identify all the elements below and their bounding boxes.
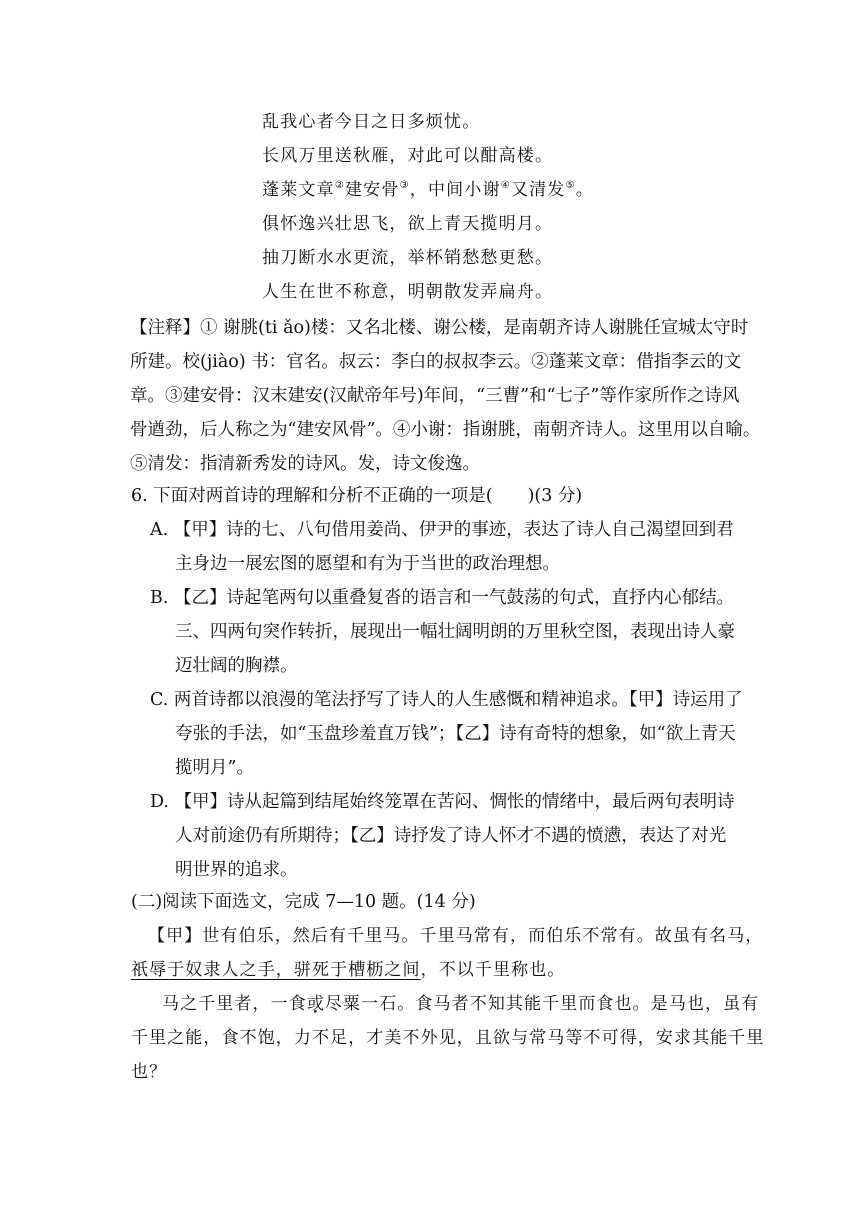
question-stem: 6. 下面对两首诗的理解和分析不正确的一项是( )(3 分) (131, 486, 583, 506)
poem-line: 抽刀断水水更流，举杯销愁愁更愁。 (262, 248, 554, 268)
option-a-continued: 主身边一展宏图的愿望和有为于当世的政治理想。 (175, 554, 560, 574)
emphasis-dot-char: 或 (306, 994, 325, 1014)
passage-line: 马之千里者，一食或尽粟一石。食马者不知其能千里而食也。是马也，虽有 (162, 994, 760, 1014)
option-b-continued: 三、四两句突作转折，展现出一幅壮阔明朗的万里秋空图，表现出诗人豪 (175, 622, 735, 642)
option-d-continued: 人对前途仍有所期待；【乙】诗抒发了诗人怀才不遇的愤懑，表达了对光 (175, 826, 727, 846)
option-d-continued: 明世界的追求。 (175, 860, 298, 880)
footnote-marker: ⑤ (565, 180, 576, 191)
option-c-continued: 揽明月”。 (175, 758, 254, 778)
option-b: B. 【乙】诗起笔两句以重叠复沓的语言和一气鼓荡的句式，直抒内心郁结。 (150, 588, 734, 608)
annotation-line: 所建。校(jiào) 书：官名。叔云：李白的叔叔李云。②蓬莱文章：借指李云的文 (130, 352, 742, 372)
poem-line: 长风万里送秋雁，对此可以酣高楼。 (262, 146, 554, 166)
annotation-line: 章。③建安骨：汉末建安(汉献帝年号)年间，“三曹”和“七子”等作家所作之诗风 (130, 386, 740, 406)
section-heading: (二)阅读下面选文，完成 7—10 题。(14 分) (131, 892, 476, 912)
option-d: D. 【甲】诗从起篇到结尾始终笼罩在苦闷、惆怅的情绪中，最后两句表明诗 (150, 792, 735, 812)
footnote-marker: ③ (399, 180, 410, 191)
poem-line: 俱怀逸兴壮思飞，欲上青天揽明月。 (262, 214, 554, 234)
annotation-line: 骨遒劲，后人称之为“建安风骨”。④小谢：指谢朓，南朝齐诗人。这里用以自喻。 (130, 420, 761, 440)
passage-line: 千里之能，食不饱，力不足，才美不外见，且欲与常马等不可得，安求其能千里 (131, 1028, 765, 1048)
annotation-line: ⑤清发：指清新秀发的诗风。发，诗文俊逸。 (130, 454, 480, 474)
poem-line: 人生在世不称意，明朝散发弄扁舟。 (262, 282, 554, 302)
poem-line: 乱我心者今日之日多烦忧。 (262, 112, 481, 132)
option-c-continued: 夸张的手法，如“玉盘珍羞直万钱”；【乙】诗有奇特的想象，如“欲上青天 (175, 724, 736, 744)
footnote-marker: ② (334, 180, 345, 191)
annotation-line: 【注释】① 谢朓(ti ǎo)楼：又名北楼、谢公楼，是南朝齐诗人谢朓任宣城太守时 (130, 318, 749, 338)
underlined-text: 祇辱于奴隶人之手，骈死于槽枥之间 (131, 960, 421, 980)
footnote-marker: ④ (500, 180, 511, 191)
passage-line: 【甲】世有伯乐，然后有千里马。千里马常有，而伯乐不常有。故虽有名马， (148, 926, 764, 946)
passage-line: 祇辱于奴隶人之手，骈死于槽枥之间，不以千里称也。 (131, 960, 566, 980)
poem-line: 蓬莱文章②建安骨③，中间小谢④又清发⑤。 (262, 180, 594, 200)
option-c: C. 两首诗都以浪漫的笔法抒写了诗人的人生感慨和精神追求。【甲】诗运用了 (150, 690, 743, 710)
passage-line: 也？ (131, 1062, 168, 1082)
option-a: A. 【甲】诗的七、八句借用姜尚、伊尹的事迹，表达了诗人自己渴望回到君 (150, 520, 734, 540)
option-b-continued: 迈壮阔的胸襟。 (175, 656, 298, 676)
